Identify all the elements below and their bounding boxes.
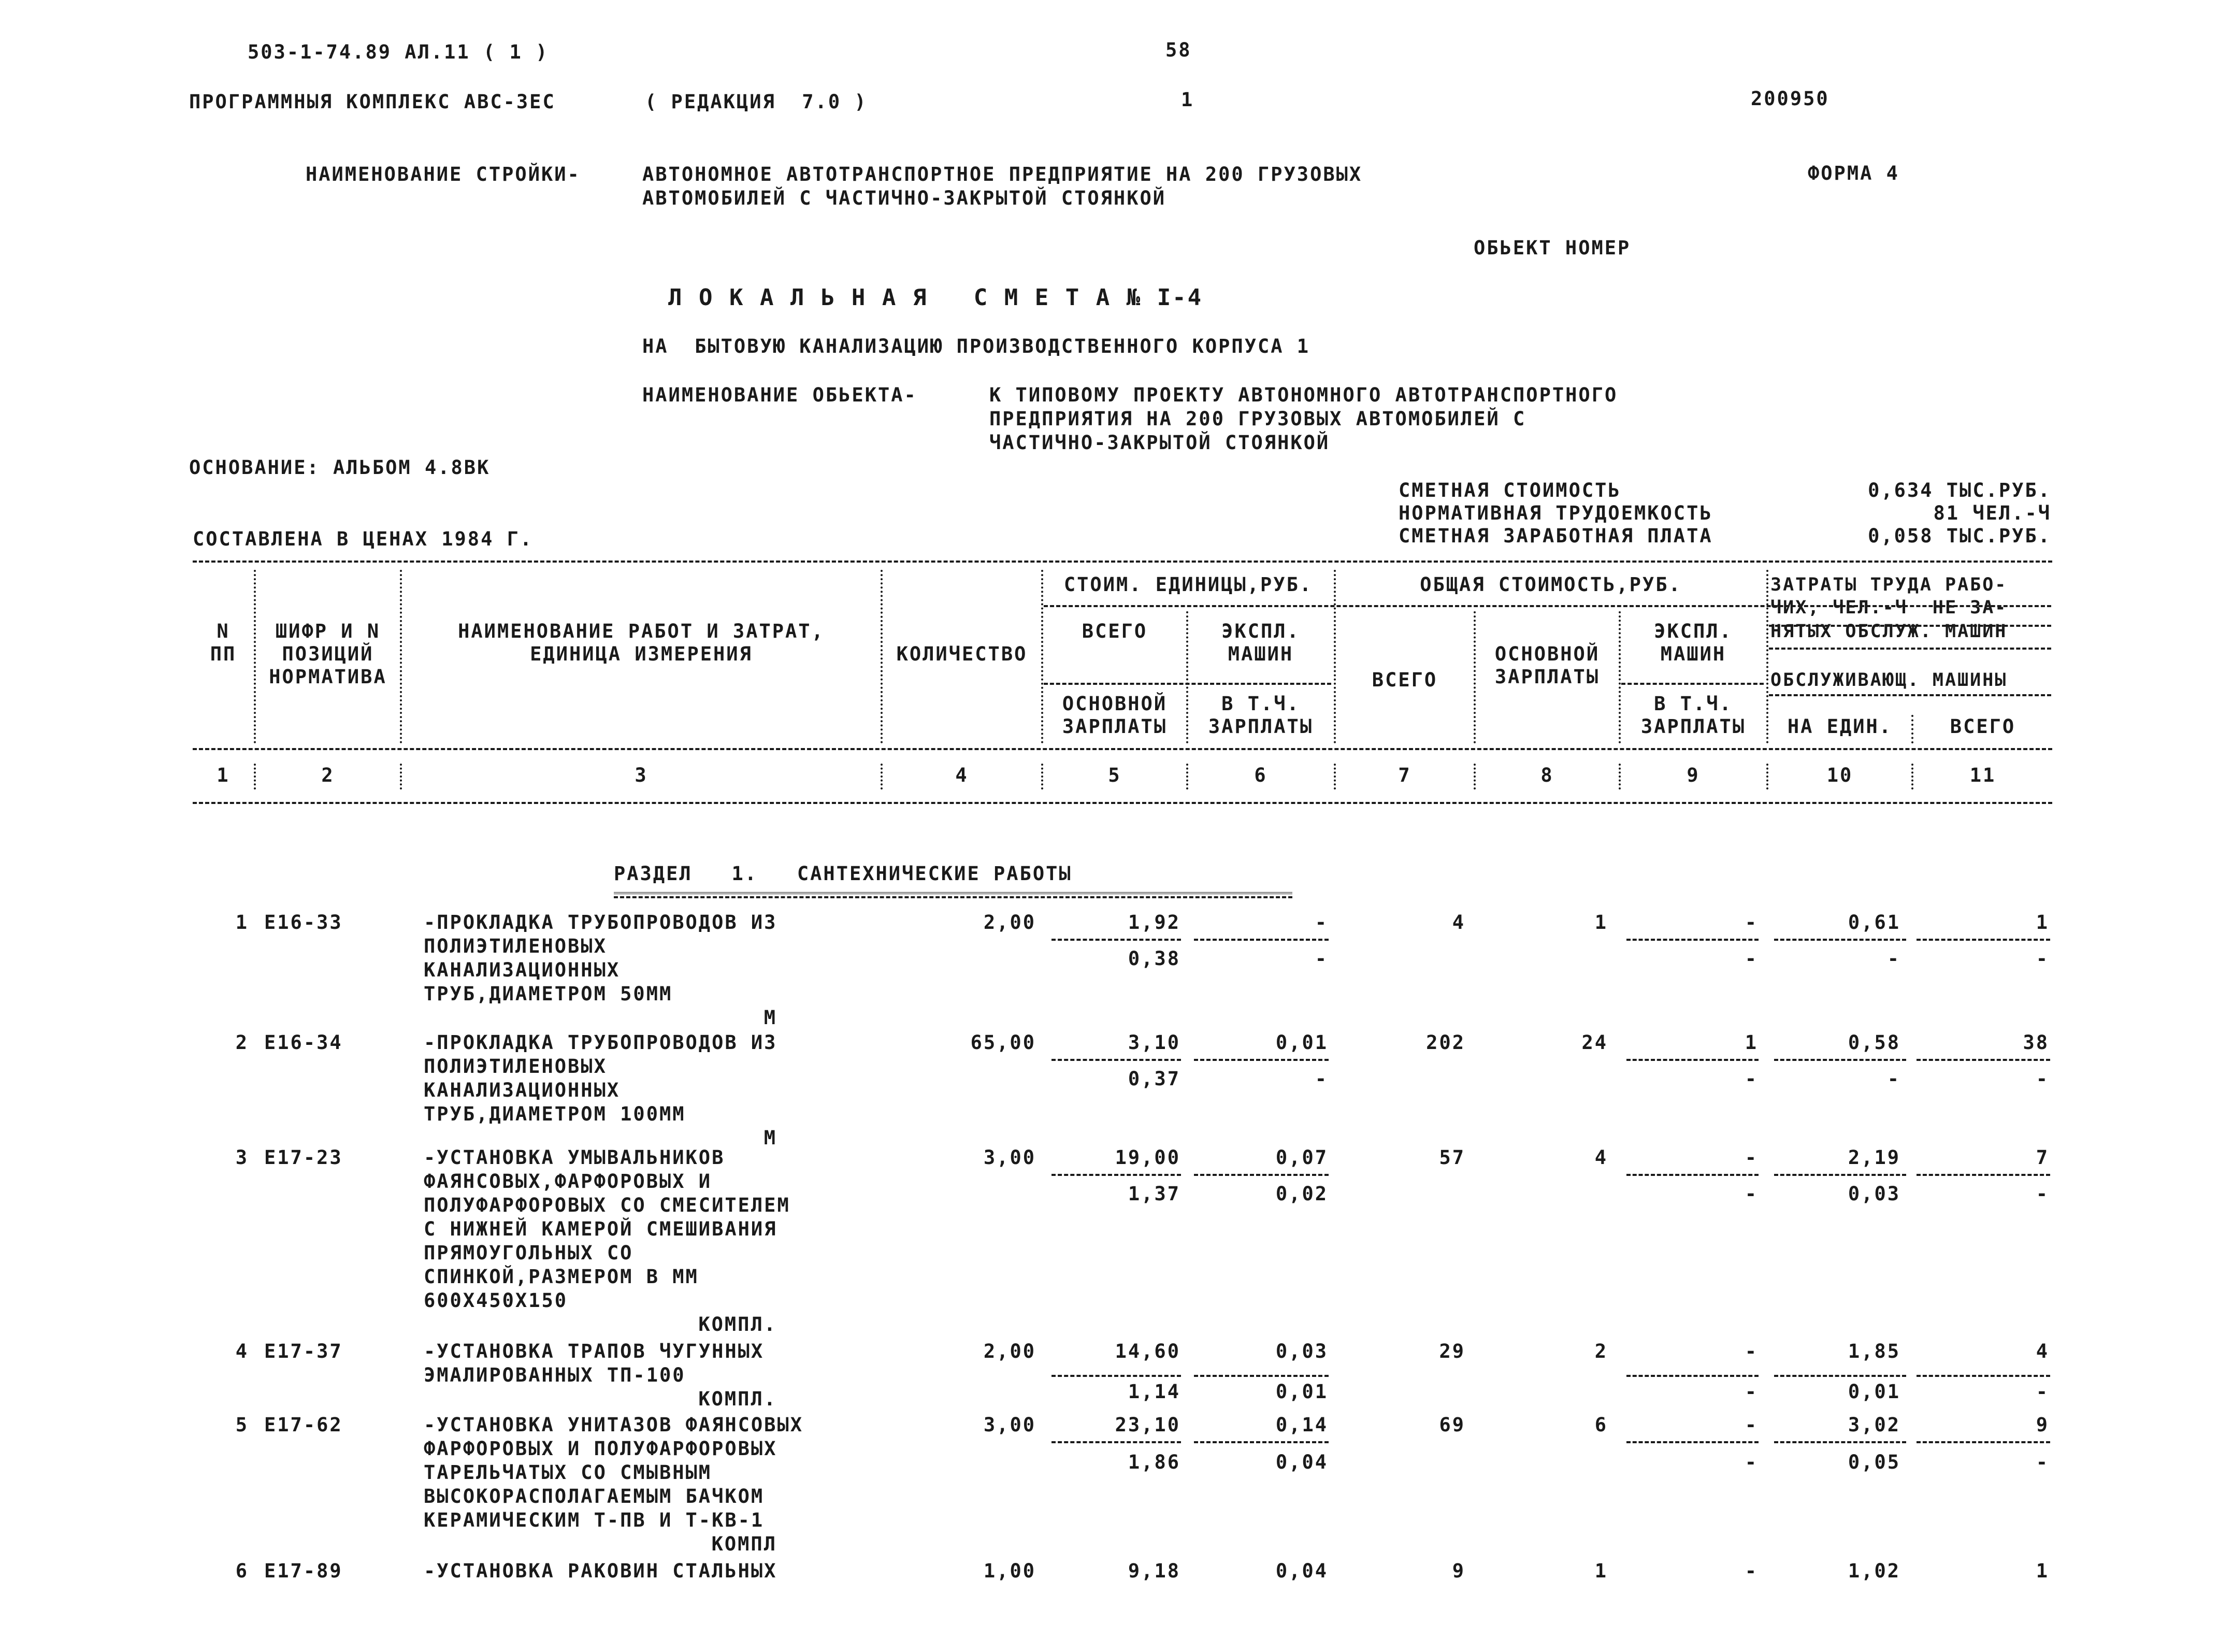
row-unit-base-salary: 1,14 [1128, 1381, 1180, 1403]
section-title: РАЗДЕЛ 1. САНТЕХНИЧЕСКИЕ РАБОТЫ [614, 863, 1072, 885]
row-work-name: -УСТАНОВКА УНИТАЗОВ ФАЯНСОВЫХ [424, 1414, 804, 1436]
column-divider [1041, 764, 1043, 789]
row-norm-code: Е16-34 [264, 1031, 343, 1054]
row-sub-rule [1626, 1441, 1759, 1443]
row-quantity: 2,00 [983, 1340, 1036, 1362]
col-number: 5 [1108, 764, 1121, 786]
col-header-total-salary: ЗАРПЛАТЫ [1494, 666, 1600, 688]
col-group-labor: НЯТЫХ ОБСЛУЖ. МАШИН [1770, 621, 2008, 642]
row-labor-per-unit: 0,61 [1848, 911, 1900, 933]
sheet-number: 1 [1181, 89, 1194, 111]
row-total-machine-salary: - [1745, 1183, 1758, 1205]
row-unit: КОМПЛ. [698, 1313, 777, 1335]
row-sub-rule [1917, 1375, 2050, 1377]
col-header-labor-per-unit: НА ЕДИН. [1787, 715, 1893, 738]
row-number: 4 [235, 1340, 249, 1362]
construction-label: НАИМЕНОВАНИЕ СТРОЙКИ- [306, 163, 581, 185]
row-unit-cost-total: 19,00 [1115, 1146, 1180, 1169]
row-sub-rule [1194, 939, 1329, 941]
row-work-name: -УСТАНОВКА УМЫВАЛЬНИКОВ [424, 1146, 725, 1169]
row-norm-code: Е17-89 [264, 1560, 343, 1582]
row-work-name: С НИЖНЕЙ КАМЕРОЙ СМЕШИВАНИЯ [424, 1218, 777, 1240]
col-header-number: N [217, 620, 230, 642]
row-work-name: КАНАЛИЗАЦИОННЫХ [424, 959, 621, 981]
summary-value: 81 ЧЕЛ.-Ч [1933, 502, 2051, 524]
col-number: 1 [217, 764, 230, 786]
row-unit-machine-salary: 0,01 [1275, 1381, 1328, 1403]
row-total-cost: 9 [1452, 1560, 1465, 1582]
row-labor-total: 7 [2036, 1146, 2049, 1169]
row-total-cost: 57 [1439, 1146, 1465, 1169]
row-unit-cost-machines: - [1315, 911, 1328, 933]
header-sub-rule [1621, 683, 1764, 685]
row-unit-machine-salary: 0,04 [1275, 1451, 1328, 1473]
col-header-unit-total: ВСЕГО [1082, 620, 1148, 642]
object-name-line1: К ТИПОВОМУ ПРОЕКТУ АВТОНОМНОГО АВТОТРАНСПОРТНОГО [989, 384, 1618, 406]
header-sub-rule [1769, 648, 2051, 650]
row-unit: М [763, 1127, 777, 1149]
basis-text: ОСНОВАНИЕ: АЛЬБОМ 4.8ВК [189, 456, 491, 479]
col-number: 4 [955, 764, 969, 786]
col-group-unit-cost: СТОИМ. ЕДИНИЦЫ,РУБ. [1063, 573, 1313, 596]
row-total-machines: - [1745, 1560, 1758, 1582]
row-total-machine-salary: - [1745, 1451, 1758, 1473]
row-labor-total: 4 [2036, 1340, 2049, 1362]
row-sub-rule [1774, 939, 1906, 941]
price-base-text: СОСТАВЛЕНА В ЦЕНАХ 1984 Г. [193, 528, 534, 550]
row-total-salary: 6 [1594, 1414, 1608, 1436]
row-work-name: ЭМАЛИРОВАННЫХ ТП-100 [424, 1364, 686, 1386]
row-unit-base-salary: 0,38 [1128, 947, 1180, 970]
row-sub-rule [1626, 1059, 1759, 1061]
row-labor-machines-per-unit: 0,05 [1848, 1451, 1900, 1473]
row-sub-rule [1051, 1059, 1181, 1061]
row-labor-machines-per-unit: 0,03 [1848, 1183, 1900, 1205]
row-work-name: ФАЯНСОВЫХ,ФАРФОРОВЫХ И [424, 1170, 712, 1193]
row-sub-rule [1917, 1174, 2050, 1176]
column-divider [1766, 764, 1768, 789]
row-total-cost: 69 [1439, 1414, 1465, 1436]
row-total-cost: 202 [1426, 1031, 1465, 1054]
row-unit-base-salary: 1,86 [1128, 1451, 1180, 1473]
col-number: 10 [1826, 764, 1853, 786]
row-work-name: СПИНКОЙ,РАЗМЕРОМ В ММ [424, 1266, 699, 1288]
row-labor-total: 1 [2036, 911, 2049, 933]
object-number-label: ОБЬЕКТ НОМЕР [1474, 237, 1631, 259]
row-labor-machines-per-unit: 0,01 [1848, 1381, 1900, 1403]
row-total-cost: 29 [1439, 1340, 1465, 1362]
row-sub-rule [1774, 1441, 1906, 1443]
header-sub-rule [1044, 683, 1331, 685]
col-group-total-cost: ОБЩАЯ СТОИМОСТЬ,РУБ. [1420, 573, 1682, 596]
column-divider [1474, 764, 1476, 789]
row-unit-cost-total: 3,10 [1128, 1031, 1180, 1054]
row-labor-per-unit: 1,85 [1848, 1340, 1900, 1362]
column-divider [1911, 764, 1913, 789]
object-name-line3: ЧАСТИЧНО-ЗАКРЫТОЙ СТОЯНКОЙ [989, 432, 1330, 454]
row-labor-machines-total: - [2036, 1068, 2049, 1090]
document-subtitle: НА БЫТОВУЮ КАНАЛИЗАЦИЮ ПРОИЗВОДСТВЕННОГО КОРПУСА 1 [642, 335, 1310, 357]
section-underline [614, 892, 1292, 898]
row-labor-per-unit: 0,58 [1848, 1031, 1900, 1054]
row-total-machines: - [1745, 911, 1758, 933]
row-norm-code: Е17-62 [264, 1414, 343, 1436]
row-unit: КОМПЛ. [698, 1388, 777, 1410]
summary-value: 0,058 ТЫС.РУБ. [1868, 525, 2051, 547]
row-unit-cost-machines: 0,01 [1275, 1031, 1328, 1054]
row-work-name: -ПРОКЛАДКА ТРУБОПРОВОДОВ ИЗ [424, 911, 777, 933]
row-work-name: -ПРОКЛАДКА ТРУБОПРОВОДОВ ИЗ [424, 1031, 777, 1054]
header-sub-rule [1769, 694, 2051, 696]
row-unit-machine-salary: - [1315, 1068, 1328, 1090]
row-total-machines: 1 [1745, 1031, 1758, 1054]
row-labor-machines-total: - [2036, 1381, 2049, 1403]
table-top-rule [193, 561, 2052, 563]
row-sub-rule [1626, 1375, 1759, 1377]
col-header-total-machines: МАШИН [1660, 643, 1726, 665]
row-labor-machines-per-unit: - [1887, 947, 1900, 970]
row-labor-total: 9 [2036, 1414, 2049, 1436]
row-unit-base-salary: 1,37 [1128, 1183, 1180, 1205]
col-header-unit-salary: ОСНОВНОЙ [1062, 693, 1168, 715]
row-work-name: -УСТАНОВКА РАКОВИН СТАЛЬНЫХ [424, 1560, 777, 1582]
row-total-salary: 2 [1594, 1340, 1608, 1362]
row-labor-machines-per-unit: - [1887, 1068, 1900, 1090]
row-unit-machine-salary: - [1315, 947, 1328, 970]
row-sub-rule [1774, 1174, 1906, 1176]
col-number: 3 [635, 764, 648, 786]
summary-label: НОРМАТИВНАЯ ТРУДОЕМКОСТЬ [1399, 502, 1713, 524]
row-total-machines: - [1745, 1414, 1758, 1436]
row-sub-rule [1194, 1059, 1329, 1061]
row-sub-rule [1051, 1375, 1181, 1377]
row-work-name: ФАРФОРОВЫХ И ПОЛУФАРФОРОВЫХ [424, 1438, 777, 1460]
row-sub-rule [1194, 1375, 1329, 1377]
row-sub-rule [1917, 1441, 2050, 1443]
row-sub-rule [1774, 1375, 1906, 1377]
row-unit-cost-total: 23,10 [1115, 1414, 1180, 1436]
document-id: 200950 [1751, 88, 1829, 110]
row-work-name: ТРУБ,ДИАМЕТРОМ 50ММ [424, 983, 673, 1005]
row-labor-per-unit: 2,19 [1848, 1146, 1900, 1169]
construction-name-line2: АВТОМОБИЛЕЙ С ЧАСТИЧНО-ЗАКРЫТОЙ СТОЯНКОЙ [642, 187, 1166, 209]
row-sub-rule [1194, 1174, 1329, 1176]
row-labor-per-unit: 1,02 [1848, 1560, 1900, 1582]
row-total-salary: 1 [1594, 911, 1608, 933]
row-sub-rule [1194, 1441, 1329, 1443]
row-labor-total: 38 [2023, 1031, 2049, 1054]
col-header-labor-total: ВСЕГО [1950, 715, 2016, 738]
row-unit-cost-total: 9,18 [1128, 1560, 1180, 1582]
col-number: 6 [1254, 764, 1267, 786]
row-quantity: 1,00 [983, 1560, 1036, 1582]
row-work-name: 600Х450Х150 [424, 1289, 568, 1312]
col-number: 8 [1540, 764, 1554, 786]
column-divider [1619, 764, 1621, 789]
col-header-unit-machine-salary: ЗАРПЛАТЫ [1208, 715, 1314, 738]
col-header-code: ПОЗИЦИЙ [282, 643, 374, 665]
col-header-total-machines: ЭКСПЛ. [1654, 620, 1733, 642]
row-total-machine-salary: - [1745, 1068, 1758, 1090]
object-name-line2: ПРЕДПРИЯТИЯ НА 200 ГРУЗОВЫХ АВТОМОБИЛЕЙ С [989, 408, 1526, 430]
row-labor-machines-total: - [2036, 1451, 2049, 1473]
row-work-name: ПОЛИЭТИЛЕНОВЫХ [424, 1055, 607, 1078]
col-header-unit-machine-salary: В Т.Ч. [1221, 693, 1300, 715]
col-header-total-machine-salary: ЗАРПЛАТЫ [1640, 715, 1746, 738]
row-total-salary: 24 [1581, 1031, 1608, 1054]
row-unit-cost-machines: 0,14 [1275, 1414, 1328, 1436]
col-group-labor: ЗАТРАТЫ ТРУДА РАБО- [1770, 574, 2008, 595]
row-total-machine-salary: - [1745, 1381, 1758, 1403]
row-quantity: 2,00 [983, 911, 1036, 933]
row-sub-rule [1917, 939, 2050, 941]
row-norm-code: Е16-33 [264, 911, 343, 933]
row-sub-rule [1051, 1441, 1181, 1443]
row-sub-rule [1051, 1174, 1181, 1176]
row-unit-base-salary: 0,37 [1128, 1068, 1180, 1090]
col-header-total-salary: ОСНОВНОЙ [1494, 643, 1600, 665]
construction-name-line1: АВТОНОМНОЕ АВТОТРАНСПОРТНОЕ ПРЕДПРИЯТИЕ НА 200 ГРУЗОВЫХ [642, 163, 1363, 185]
row-work-name: ПРЯМОУГОЛЬНЫХ СО [424, 1242, 633, 1264]
row-total-cost: 4 [1452, 911, 1465, 933]
row-sub-rule [1774, 1059, 1906, 1061]
document-title: Л О К А Л Ь Н А Я С М Е Т А № I-4 [668, 284, 1203, 311]
column-divider [1334, 764, 1336, 789]
row-unit-cost-total: 1,92 [1128, 911, 1180, 933]
row-total-machines: - [1745, 1146, 1758, 1169]
col-header-unit-machines: МАШИН [1228, 643, 1294, 665]
col-header-code: ШИФР И N [275, 620, 381, 642]
row-sub-rule [1917, 1059, 2050, 1061]
row-total-machine-salary: - [1745, 947, 1758, 970]
row-sub-rule [1626, 1174, 1759, 1176]
row-number: 1 [235, 911, 249, 933]
col-header-code: НОРМАТИВА [269, 666, 387, 688]
col-header-unit-salary: ЗАРПЛАТЫ [1062, 715, 1168, 738]
row-number: 6 [235, 1560, 249, 1582]
program-edition: ( РЕДАКЦИЯ 7.0 ) [645, 91, 868, 113]
row-quantity: 3,00 [983, 1414, 1036, 1436]
col-number: 9 [1687, 764, 1700, 786]
header-bottom-rule [193, 802, 2052, 804]
row-unit-cost-machines: 0,07 [1275, 1146, 1328, 1169]
row-unit: КОМПЛ [711, 1533, 777, 1555]
column-divider [400, 764, 402, 789]
col-group-labor: ЧИХ, ЧЕЛ.-Ч НЕ ЗА- [1770, 597, 2008, 618]
summary-value: 0,634 ТЫС.РУБ. [1868, 479, 2051, 501]
row-work-name: КАНАЛИЗАЦИОННЫХ [424, 1079, 621, 1101]
col-header-number: ПП [210, 643, 237, 665]
row-total-salary: 1 [1594, 1560, 1608, 1582]
row-number: 5 [235, 1414, 249, 1436]
row-work-name: ПОЛУФАРФОРОВЫХ СО СМЕСИТЕЛЕМ [424, 1194, 790, 1216]
column-divider [1186, 764, 1188, 789]
col-header-unit-machines: ЭКСПЛ. [1221, 620, 1300, 642]
row-quantity: 65,00 [970, 1031, 1036, 1054]
row-sub-rule [1626, 939, 1759, 941]
form-label: ФОРМА 4 [1808, 162, 1899, 184]
row-work-name: ПОЛИЭТИЛЕНОВЫХ [424, 935, 607, 957]
col-number: 2 [321, 764, 335, 786]
document-code: 503-1-74.89 АЛ.11 ( 1 ) [248, 41, 549, 63]
col-header-total-machine-salary: В Т.Ч. [1654, 693, 1733, 715]
row-work-name: ВЫСОКОРАСПОЛАГАЕМЫМ БАЧКОМ [424, 1485, 765, 1507]
row-norm-code: Е17-23 [264, 1146, 343, 1169]
col-header-quantity: КОЛИЧЕСТВО [896, 643, 1028, 665]
program-name: ПРОГРАММНЫЯ КОМПЛЕКС АВС-3ЕС [189, 91, 556, 113]
summary-label: СМЕТНАЯ ЗАРАБОТНАЯ ПЛАТА [1399, 525, 1713, 547]
col-number: 11 [1969, 764, 1996, 786]
row-number: 2 [235, 1031, 249, 1054]
col-header-total: ВСЕГО [1372, 669, 1438, 691]
column-divider [881, 764, 883, 789]
row-unit: М [763, 1007, 777, 1029]
row-sub-rule [1051, 939, 1181, 941]
row-work-name: ТРУБ,ДИАМЕТРОМ 100ММ [424, 1103, 686, 1125]
row-unit-cost-total: 14,60 [1115, 1340, 1180, 1362]
page-number: 58 [1165, 39, 1192, 61]
object-label: НАИМЕНОВАНИЕ ОБЬЕКТА- [642, 384, 917, 406]
row-work-name: ТАРЕЛЬЧАТЫХ СО СМЫВНЫМ [424, 1461, 712, 1484]
row-labor-total: 1 [2036, 1560, 2049, 1582]
col-number: 7 [1398, 764, 1411, 786]
row-unit-cost-machines: 0,03 [1275, 1340, 1328, 1362]
header-number-rule [193, 748, 2052, 750]
row-work-name: -УСТАНОВКА ТРАПОВ ЧУГУННЫХ [424, 1340, 765, 1362]
col-header-work-name: ЕДИНИЦА ИЗМЕРЕНИЯ [530, 643, 753, 665]
row-labor-machines-total: - [2036, 1183, 2049, 1205]
row-labor-per-unit: 3,02 [1848, 1414, 1900, 1436]
summary-label: СМЕТНАЯ СТОИМОСТЬ [1399, 479, 1621, 501]
row-quantity: 3,00 [983, 1146, 1036, 1169]
column-divider [254, 764, 256, 789]
row-unit-cost-machines: 0,04 [1275, 1560, 1328, 1582]
row-total-machines: - [1745, 1340, 1758, 1362]
row-work-name: КЕРАМИЧЕСКИМ Т-ПВ И Т-КВ-1 [424, 1509, 765, 1531]
col-header-work-name: НАИМЕНОВАНИЕ РАБОТ И ЗАТРАТ, [458, 620, 825, 642]
row-labor-machines-total: - [2036, 947, 2049, 970]
col-group-labor: ОБСЛУЖИВАЮЩ. МАШИНЫ [1770, 670, 2008, 691]
row-unit-machine-salary: 0,02 [1275, 1183, 1328, 1205]
row-norm-code: Е17-37 [264, 1340, 343, 1362]
row-number: 3 [235, 1146, 249, 1169]
row-total-salary: 4 [1594, 1146, 1608, 1169]
